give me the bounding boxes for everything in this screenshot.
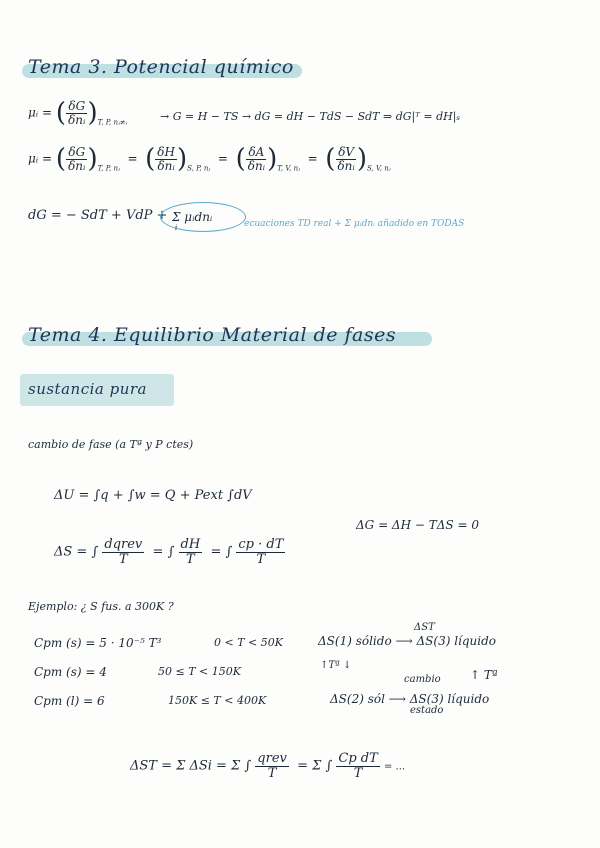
frac-num: cp · dT <box>238 537 284 552</box>
frac-num: δH <box>157 145 175 159</box>
sum-index: i <box>175 224 178 232</box>
section-label: sustancia pura <box>28 380 147 398</box>
frac-den: T <box>256 551 266 567</box>
frac-den: δnᵢ <box>247 158 266 173</box>
frac-num: Cp dT <box>338 751 378 766</box>
ds-total-label: ΔST <box>414 622 435 633</box>
eq-note: ecuaciones TD real + Σ μᵢdnᵢ añadido en TODAS <box>244 219 465 229</box>
frac-num: δG <box>68 99 86 113</box>
cp-row-label: Cpm (l) = 6 <box>34 694 105 708</box>
mu-symbol: μᵢ = <box>28 151 53 166</box>
final-lhs: ΔST = Σ ΔSi = Σ ∫ <box>130 758 252 774</box>
frac-den: T <box>118 551 128 567</box>
cambio-fase-label: cambio de fase (a Tª y P ctes) <box>28 438 194 451</box>
frac-den: T <box>267 765 277 781</box>
eq-dg-fundamental: dG = − SdT + VdP + <box>28 208 168 223</box>
eq-delta-g: ΔG = ΔH − TΔS = 0 <box>356 518 479 532</box>
tema4-title: Tema 4. Equilibrio Material de fases <box>28 324 397 346</box>
eq-delta-s <box>54 538 285 566</box>
cp-row-range: 0 < T < 50K <box>214 636 283 649</box>
frac-den: T <box>186 551 195 567</box>
cp-row-label: Cpm (s) = 4 <box>34 665 107 679</box>
scheme-cambio: cambio <box>404 674 441 685</box>
ds-eq2: = ∫ <box>152 544 175 560</box>
scheme-row1: ΔS(1) sólido ⟶ ΔS(3) líquido <box>318 634 497 648</box>
final-mid: = Σ ∫ <box>297 758 333 774</box>
partial-subscript: T, P, nⱼ <box>97 164 120 173</box>
frac-num: δG <box>68 145 86 159</box>
frac-num: qrev <box>257 751 287 766</box>
partial-subscript: S, V, nⱼ <box>366 164 391 173</box>
eq-final-total <box>130 752 405 780</box>
cp-row-range: 150K ≤ T < 400K <box>168 694 267 707</box>
scheme-estado: estado <box>410 705 444 716</box>
scheme-row2: ΔS(2) sól ⟶ ΔS(3) líquido <box>330 692 490 706</box>
ds-eq3: = ∫ <box>210 544 233 560</box>
frac-num: dqrev <box>104 537 143 552</box>
frac-den: δnᵢ <box>68 112 86 127</box>
cp-row-label: Cpm (s) = 5 · 10⁻⁵ T³ <box>34 636 162 650</box>
eq-mu-definition: μᵢ = ( $\frac{\delta G}{\text{δnᵢ}}$ )$_{T, P, nⱼ\ne ᵢ}$ <box>28 98 128 129</box>
partial-subscript: T, P, nⱼ≠ᵢ <box>97 118 128 127</box>
eq-mu-equivalences: μᵢ = ( $\frac{\delta G}{\text{δnᵢ}}$ )$_{T, P, nⱼ}$ = ( $\frac{\delta H}{\text{δnᵢ}}$ )$_{S, P, nⱼ}$ = ( $\frac{\delta A}{\text{δnᵢ}}$ )$_{T, V, nⱼ}$ = ( $\frac{\delta V}{\text{δnᵢ}}$ )$_{S, V, nⱼ}$ <box>28 144 391 175</box>
frac-den: δnᵢ <box>157 158 175 173</box>
frac-num: δV <box>338 145 355 159</box>
frac-den: δnᵢ <box>68 158 86 173</box>
frac-den: T <box>353 765 363 781</box>
ds-lhs: ΔS = ∫ <box>54 544 99 560</box>
frac-num: dH <box>180 537 201 552</box>
ejemplo-label: Ejemplo: ¿ S fus. a 300K ? <box>28 600 174 613</box>
eq-gibbs-chain: → G = H − TS → dG = dH − TdS − SdT ⇒ dG|ᵀ = dH|ₛ <box>160 110 461 123</box>
partial-subscript: T, V, nⱼ <box>277 164 300 173</box>
frac-num: δA <box>248 145 265 159</box>
scheme-arrow-up: ↑ Tª <box>470 668 498 682</box>
sum-term: Σ μᵢdnᵢ <box>172 210 213 224</box>
tema3-title: Tema 3. Potencial químico <box>28 56 294 78</box>
partial-subscript: S, P, nⱼ <box>187 164 211 173</box>
frac-den: δnᵢ <box>337 158 355 173</box>
cp-row-range: 50 ≤ T < 150K <box>158 665 241 678</box>
scheme-temp-arrows: ↑Tª ↓ <box>320 660 352 671</box>
eq-delta-u: ΔU = ∫q + ∫w = Q + Pext ∫dV <box>54 488 252 503</box>
final-tail: = ... <box>383 761 406 773</box>
mu-symbol: μᵢ = <box>28 105 53 120</box>
